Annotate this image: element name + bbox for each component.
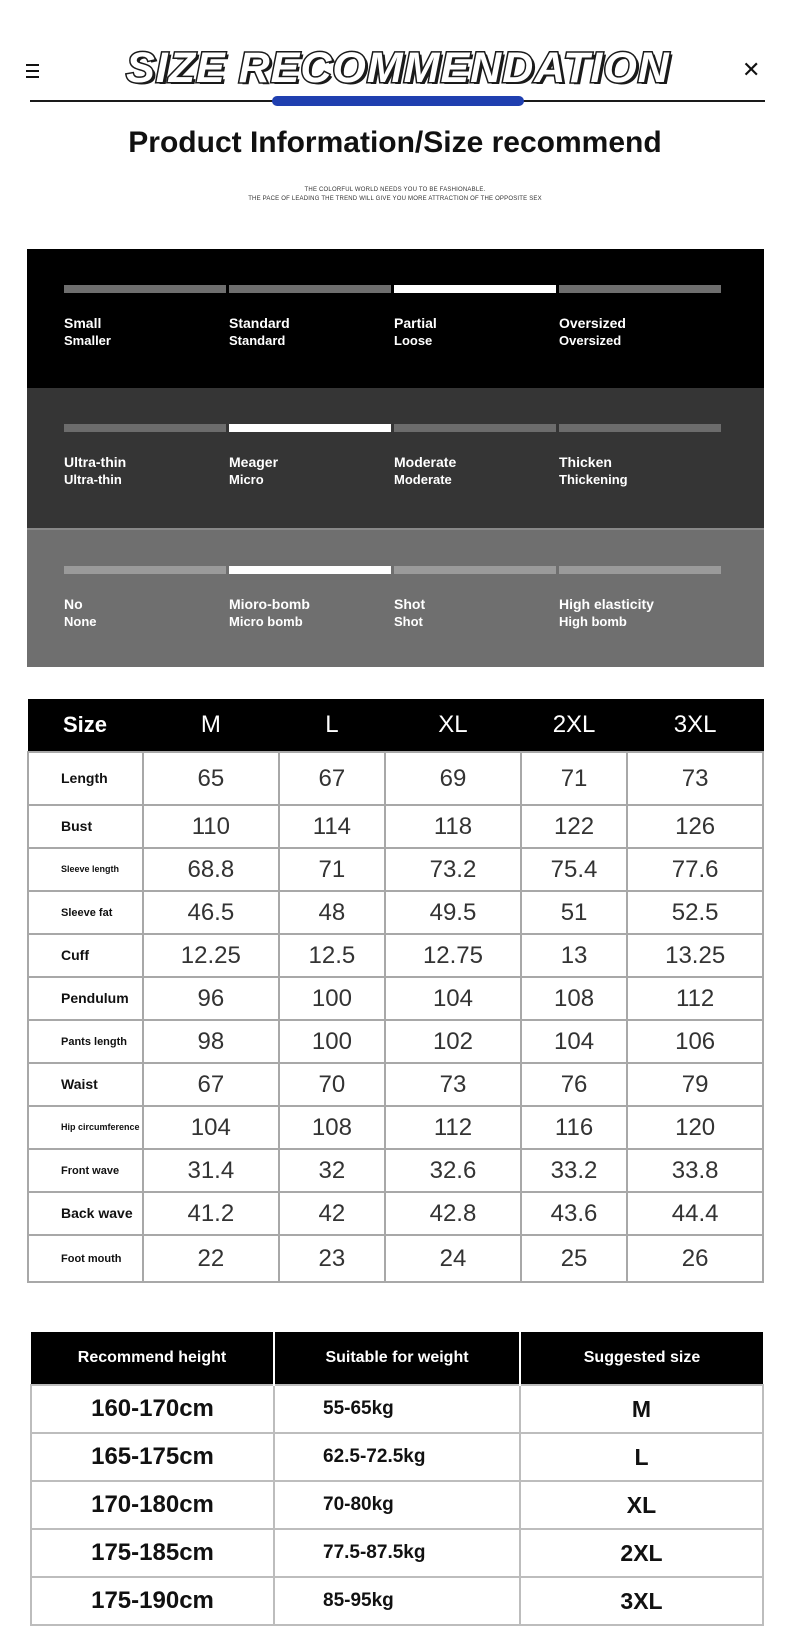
size-header-cell: XL (385, 699, 521, 752)
fit-label: Partial (394, 315, 437, 331)
fit-label: Small (64, 315, 102, 331)
size-header-row (28, 699, 763, 752)
measurement-cell: 104 (385, 977, 521, 1020)
measurement-cell: 42 (279, 1192, 385, 1235)
row-label: Front wave (28, 1149, 143, 1192)
measurement-cell: 33.8 (627, 1149, 763, 1192)
tagline (0, 186, 790, 204)
recommend-table-body (31, 1385, 763, 1625)
thickness-label: Ultra-thin (64, 454, 127, 470)
measurement-cell: 116 (521, 1106, 627, 1149)
recommend-weight-cell: 85-95kg (274, 1577, 520, 1625)
row-label: Cuff (28, 934, 143, 977)
size-header-cell: M (143, 699, 279, 752)
row-label: Sleeve length (28, 848, 143, 891)
recommend-height-cell: 165-175cm (31, 1433, 274, 1481)
measurement-cell: 122 (521, 805, 627, 848)
recommend-weight-cell: 55-65kg (274, 1385, 520, 1433)
measurement-cell: 46.5 (143, 891, 279, 934)
fit-option-3 (559, 285, 721, 349)
table-row (28, 934, 763, 977)
table-row (28, 1235, 763, 1282)
table-row (28, 977, 763, 1020)
measurement-cell: 13 (521, 934, 627, 977)
fit-option-1 (229, 285, 391, 349)
elasticity-option-1 (229, 566, 391, 630)
fit-sublabel: Oversized (559, 333, 622, 348)
fit-sublabel: Loose (394, 333, 433, 348)
measurement-cell: 79 (627, 1063, 763, 1106)
recommend-header-size: Suggested size (520, 1332, 763, 1385)
measurement-cell: 75.4 (521, 848, 627, 891)
row-label: Hip circumference (28, 1106, 143, 1149)
table-row (31, 1577, 763, 1625)
measurement-cell: 49.5 (385, 891, 521, 934)
recommend-header-weight: Suitable for weight (274, 1332, 520, 1385)
measurement-cell: 48 (279, 891, 385, 934)
measurement-cell: 51 (521, 891, 627, 934)
measurement-cell: 112 (385, 1106, 521, 1149)
thickness-bar-2 (394, 424, 556, 432)
fit-bar-0 (64, 285, 226, 293)
measurement-cell: 126 (627, 805, 763, 848)
table-row (31, 1481, 763, 1529)
elasticity-bar-2 (394, 566, 556, 574)
table-row (28, 752, 763, 805)
recommend-weight-cell: 77.5-87.5kg (274, 1529, 520, 1577)
recommend-height-cell: 160-170cm (31, 1385, 274, 1433)
tagline-line-1: THE COLORFUL WORLD NEEDS YOU TO BE FASHIONABLE. (304, 187, 486, 193)
measurement-cell: 71 (521, 752, 627, 805)
measurement-cell: 108 (521, 977, 627, 1020)
table-row (28, 1106, 763, 1149)
measurement-cell: 112 (627, 977, 763, 1020)
measurement-cell: 110 (143, 805, 279, 848)
measurement-cell: 12.25 (143, 934, 279, 977)
table-row (28, 1020, 763, 1063)
thickness-bar-3 (559, 424, 721, 432)
measurement-cell: 118 (385, 805, 521, 848)
fit-option-2 (394, 285, 556, 349)
measurement-cell: 114 (279, 805, 385, 848)
recommend-size-cell: L (520, 1433, 763, 1481)
measurement-cell: 41.2 (143, 1192, 279, 1235)
measurement-cell: 71 (279, 848, 385, 891)
table-row (28, 1149, 763, 1192)
measurement-cell: 106 (627, 1020, 763, 1063)
thickness-option-2 (394, 424, 556, 488)
measurement-cell: 73.2 (385, 848, 521, 891)
elasticity-sublabel: Shot (394, 614, 423, 629)
thickness-panel (27, 388, 764, 528)
elasticity-option-2 (394, 566, 556, 630)
elasticity-bar-3 (559, 566, 721, 574)
size-header-label: Size (28, 699, 143, 752)
recommend-size-cell: 2XL (520, 1529, 763, 1577)
measurement-cell: 68.8 (143, 848, 279, 891)
page-title: Product Information/Size recommend (128, 126, 662, 159)
tagline-line-2: THE PACE OF LEADING THE TREND WILL GIVE YOU MORE ATTRACTION OF THE OPPOSITE SEX (248, 196, 542, 202)
size-header-cell: 3XL (627, 699, 763, 752)
recommend-height-cell: 170-180cm (31, 1481, 274, 1529)
measurement-cell: 32.6 (385, 1149, 521, 1192)
measurement-cell: 70 (279, 1063, 385, 1106)
measurement-cell: 12.5 (279, 934, 385, 977)
elasticity-sublabel: High bomb (559, 614, 627, 629)
row-label: Back wave (28, 1192, 143, 1235)
table-row (31, 1385, 763, 1433)
recommend-height-cell: 175-185cm (31, 1529, 274, 1577)
measurement-cell: 77.6 (627, 848, 763, 891)
top-bar (0, 0, 790, 110)
elasticity-option-0 (64, 566, 226, 630)
measurement-cell: 26 (627, 1235, 763, 1282)
size-header-cell: 2XL (521, 699, 627, 752)
close-icon[interactable]: ✕ (742, 58, 761, 83)
hamburger-icon[interactable] (26, 64, 48, 82)
measurement-cell: 43.6 (521, 1192, 627, 1235)
measurement-cell: 73 (385, 1063, 521, 1106)
recommend-weight-cell: 70-80kg (274, 1481, 520, 1529)
thickness-bar-0 (64, 424, 226, 432)
table-row (28, 1063, 763, 1106)
measurement-cell: 96 (143, 977, 279, 1020)
measurement-cell: 25 (521, 1235, 627, 1282)
size-header-cell: L (279, 699, 385, 752)
banner-title: SIZE RECOMMENDATION (126, 44, 670, 92)
measurement-cell: 44.4 (627, 1192, 763, 1235)
fit-bar-3 (559, 285, 721, 293)
measurement-cell: 100 (279, 1020, 385, 1063)
table-row (31, 1529, 763, 1577)
measurement-cell: 52.5 (627, 891, 763, 934)
row-label: Pants length (28, 1020, 143, 1063)
thickness-label: Moderate (394, 454, 457, 470)
thickness-option-0 (64, 424, 226, 488)
fit-bar-2 (394, 285, 556, 293)
row-label: Pendulum (28, 977, 143, 1020)
banner-accent-bar (272, 96, 524, 106)
measurement-cell: 73 (627, 752, 763, 805)
recommend-table (30, 1332, 764, 1626)
measurement-cell: 65 (143, 752, 279, 805)
measurement-cell: 98 (143, 1020, 279, 1063)
measurement-cell: 23 (279, 1235, 385, 1282)
measurement-cell: 32 (279, 1149, 385, 1192)
table-row (28, 1192, 763, 1235)
measurement-cell: 69 (385, 752, 521, 805)
thickness-label: Thicken (559, 454, 612, 470)
measurement-cell: 42.8 (385, 1192, 521, 1235)
size-table-body (28, 752, 763, 1282)
fit-bar-1 (229, 285, 391, 293)
fit-sublabel: Smaller (64, 333, 111, 348)
row-label: Waist (28, 1063, 143, 1106)
measurement-cell: 13.25 (627, 934, 763, 977)
row-label: Sleeve fat (28, 891, 143, 934)
thickness-option-1 (229, 424, 391, 488)
row-label: Length (28, 752, 143, 805)
elasticity-option-3 (559, 566, 721, 630)
elasticity-sublabel: None (64, 614, 97, 629)
table-row (28, 848, 763, 891)
thickness-sublabel: Micro (229, 472, 264, 487)
measurement-cell: 67 (143, 1063, 279, 1106)
thickness-sublabel: Ultra-thin (64, 472, 122, 487)
measurement-cell: 31.4 (143, 1149, 279, 1192)
measurement-cell: 102 (385, 1020, 521, 1063)
table-row (28, 805, 763, 848)
recommend-weight-cell: 62.5-72.5kg (274, 1433, 520, 1481)
fit-sublabel: Standard (229, 333, 286, 348)
measurement-cell: 108 (279, 1106, 385, 1149)
measurement-cell: 120 (627, 1106, 763, 1149)
fit-option-0 (64, 285, 226, 349)
recommend-height-cell: 175-190cm (31, 1577, 274, 1625)
measurement-cell: 104 (143, 1106, 279, 1149)
elasticity-label: High elasticity (559, 596, 654, 612)
elasticity-bar-1 (229, 566, 391, 574)
elasticity-sublabel: Micro bomb (229, 614, 303, 629)
thickness-bar-1 (229, 424, 391, 432)
measurement-cell: 100 (279, 977, 385, 1020)
fit-panel (27, 249, 764, 388)
elasticity-label: Mioro-bomb (229, 596, 310, 612)
row-label: Foot mouth (28, 1235, 143, 1282)
size-chart-table (27, 699, 764, 1283)
fit-label: Standard (229, 315, 290, 331)
recommend-header-row (31, 1332, 763, 1385)
recommend-size-cell: XL (520, 1481, 763, 1529)
fit-label: Oversized (559, 315, 626, 331)
measurement-cell: 22 (143, 1235, 279, 1282)
thickness-option-3 (559, 424, 721, 488)
recommend-size-cell: 3XL (520, 1577, 763, 1625)
measurement-cell: 33.2 (521, 1149, 627, 1192)
measurement-cell: 76 (521, 1063, 627, 1106)
elasticity-panel (27, 528, 764, 667)
thickness-sublabel: Thickening (559, 472, 628, 487)
recommend-size-cell: M (520, 1385, 763, 1433)
thickness-label: Meager (229, 454, 279, 470)
measurement-cell: 12.75 (385, 934, 521, 977)
measurement-cell: 67 (279, 752, 385, 805)
elasticity-label: No (64, 596, 83, 612)
thickness-sublabel: Moderate (394, 472, 452, 487)
elasticity-label: Shot (394, 596, 426, 612)
table-row (28, 891, 763, 934)
table-row (31, 1433, 763, 1481)
recommend-header-height: Recommend height (31, 1332, 274, 1385)
elasticity-bar-0 (64, 566, 226, 574)
row-label: Bust (28, 805, 143, 848)
measurement-cell: 24 (385, 1235, 521, 1282)
measurement-cell: 104 (521, 1020, 627, 1063)
